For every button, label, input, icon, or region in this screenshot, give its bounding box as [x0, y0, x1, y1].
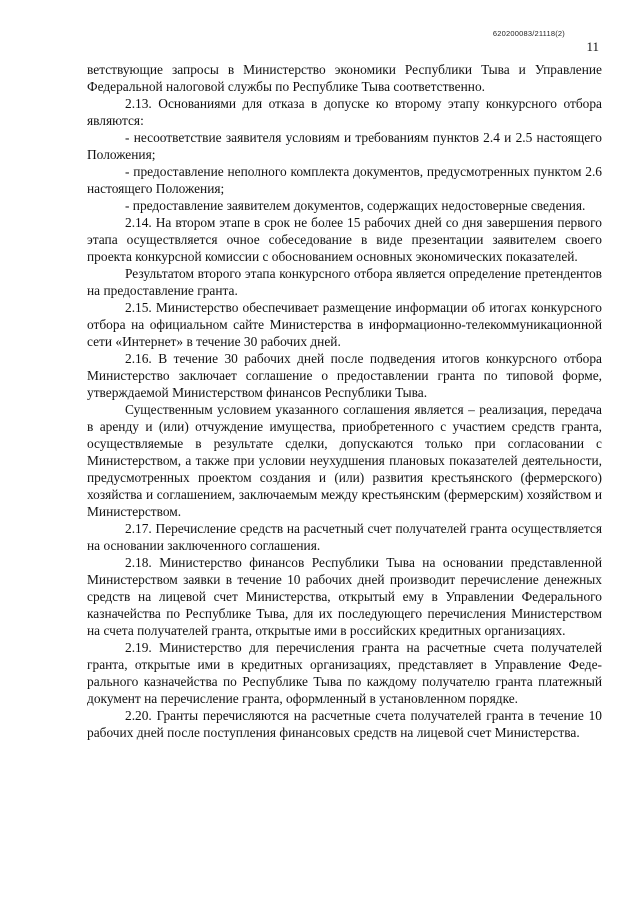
paragraph-second-stage-result: Результатом второго этапа конкурсного отбора является определение претендентов на предоставление гранта.	[87, 266, 602, 298]
paragraph-2-15: 2.15. Министерство обеспечивает размещение информации об итогах конкурсного отбора на официальном сайте Министерства в информационно-телекоммуникационной сети «Интернет» в течение 30 рабочих дней.	[87, 300, 602, 349]
paragraph-2-13: 2.13. Основаниями для отказа в допуске ко второму этапу конкурсного отбора являются:	[87, 96, 602, 128]
paragraph-2-14: 2.14. На втором этапе в срок не более 15 рабочих дней со дня завершения первого этапа осуществляется очное собеседование в виде презентации заявителем своего проекта конкурсной комиссии с обоснованием основных экономических показателей.	[87, 215, 602, 264]
paragraph-essential-condition: Существенным условием указанного соглашения является – реализация, передача в аренду и (или) отчуждение имущества, приобретенного с участием средств гранта, осуществляемые в результате сделки, допускаются только при согласовании с Министерством, а также при условии неухудшения плановых показателей деятельности, предусмотренных проектом создания и (или) развития крестьянского (фермерского) хозяйства и соглашением, заключаемым между крестьянским (фермерским) хозяйством и Министерством.	[87, 402, 602, 519]
list-item-mismatch: - несоответствие заявителя условиям и требованиям пунктов 2.4 и 2.5 настоящего Положения;	[87, 130, 602, 162]
paragraph-2-17: 2.17. Перечисление средств на расчетный счет получателей гранта осуществляется на основании заключенного соглашения.	[87, 521, 602, 553]
paragraph-2-16: 2.16. В течение 30 рабочих дней после подведения итогов конкурсного отбора Министерство заключает соглашение о предоставлении гранта по типовой форме, утверждаемой Министерством финансов Республики Тыва.	[87, 351, 602, 400]
document-body	[87, 61, 602, 741]
list-item-false-info: - предоставление заявителем документов, содержащих недостоверные сведения.	[125, 198, 586, 213]
document-code: 620200083/21118(2)	[492, 29, 565, 38]
paragraph-2-19: 2.19. Министерство для перечисления гранта на расчетные счета получателей гранта, открытые ими в кредитных организациях, представляет в Управление Федерального казначейства по Республике Тыва по каждому получателю гранта платежный документ на перечисление гранта, оформленный в установленном порядке.	[87, 640, 602, 706]
paragraph-2-18: 2.18. Министерство финансов Республики Тыва на основании представленной Министерством заявки в течение 10 рабочих дней производит перечисление денежных средств на лицевой счет Министерства, открытый ему в Управлении Федерального казначейства по Республике Тыва, для их последующего перечисления Министерством на счета получателей гранта, открытые ими в российских кредитных организациях.	[87, 555, 602, 638]
paragraph-continuation: ветствующие запросы в Министерство экономики Республики Тыва и Управление Федеральной налоговой службы по Республике Тыва соответственно.	[87, 62, 602, 94]
paragraph-2-20: 2.20. Гранты перечисляются на расчетные счета получателей гранта в течение 10 рабочих дней после поступления финансовых средств на лицевой счет Министерства.	[87, 708, 602, 740]
list-item-incomplete: - предоставление неполного комплекта документов, предусмотренных пунктом 2.6 настоящего Положения;	[87, 164, 602, 196]
page-number: 11	[586, 39, 599, 54]
